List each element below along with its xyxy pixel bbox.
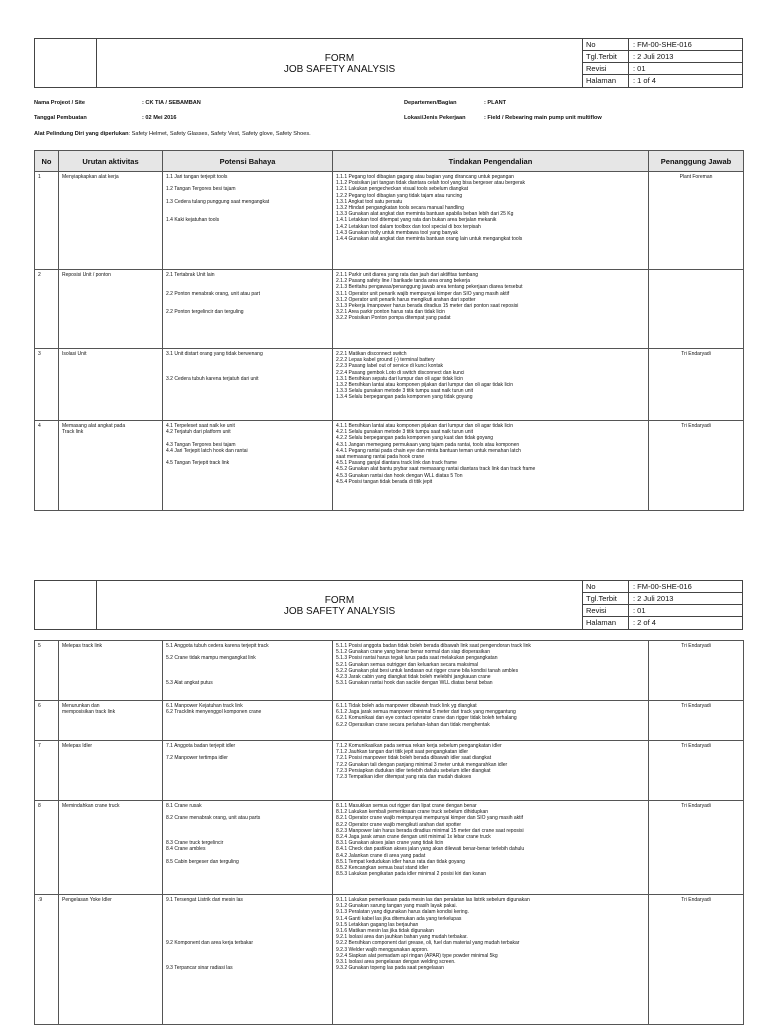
cell-no: 2 (35, 270, 59, 349)
form-title: FORM (324, 53, 355, 64)
cell-line: 3.1.2 Operator unit penarik harus mengikuti arahan dari spotter (336, 296, 476, 303)
cell-line: Memindahkan crane truck (62, 803, 120, 809)
cell-line: 9.2.1 Isolasi area dan jauhkan bahan yang mudah terbakar. (336, 934, 468, 941)
cell-line: 8.3 Crane truck tergelincir (166, 840, 224, 847)
table-row (35, 349, 744, 421)
cell-line: 1.4.4 Gunakan alat angkat dan meminta bantuan orang lain untuk mengangkat tools (336, 236, 523, 243)
cell-line: 3.1.3 Pekerja /manpower harus berada diradius 15 meter dari ponton saat reposisi (336, 303, 519, 310)
cell-line: 4.3 Tangan Tergores besi tajam (166, 441, 236, 448)
cell-no: 3 (35, 349, 59, 421)
cell-activity (59, 741, 163, 801)
form-header-page2 (34, 580, 743, 630)
cell-line: 8.4.2 Jalankan crane di area yang padat (336, 852, 426, 859)
location-value: : Field / Rebearing main pump unit multiflow (484, 115, 602, 121)
cell-line: 9.1 Tersengat Listrik dari mesin las (166, 897, 243, 903)
cell-line: 9.2 Komponent dan area kerja terbakar (166, 940, 253, 947)
header-pic: Penanggung Jawab (649, 151, 744, 172)
cell-line: 4.4.1 Pegang rantai pada chain eye dan minta bantuan teman untuk menahan latch (336, 447, 521, 454)
cell-line: Isolasi Unit (62, 351, 87, 357)
cell-line: 4.5 Tangan Terjepit track link (166, 460, 230, 467)
meta-value: : 01 (633, 63, 646, 73)
cell-line: Menurunkan dan (62, 703, 100, 709)
cell-line: Melepas Idler (62, 743, 93, 749)
cell-line: 1.1.2 Posisikan jari tangan tidak diantara celah tool yang bisa bergeser atau bergerak (336, 180, 526, 187)
project-value: : CK TIA / SEBAMBAN (142, 100, 201, 106)
cell-line: 9.1.4 Ganti kabel las jika ditemukan ada yang terkelupas (336, 915, 462, 922)
cell-line: 5.1.3 Posisi rantai harus tegak lurus pada saat melakukan pengangkatan (336, 655, 498, 662)
cell-line: 7.2.2 Gunakan tali dengan panjang minimal 3 meter untuk mengarahkan idler (336, 761, 508, 768)
cell-activity (59, 172, 163, 270)
cell-line: 8.5.3 Lakukan pengikatan pada idler minimal 2 posisi kiri dan kanan (336, 871, 487, 878)
cell-line: 4.5.2 Gunakan alat bantu prybar saat memasang rantai diantara track link dan track frame (336, 466, 536, 473)
cell-line: 4.5.3 Gunakan rantai dan hook dengan WLL diatas 5 Ton (336, 472, 463, 479)
cell-hazards (163, 741, 333, 801)
cell-pic: Tri Endaryadi (649, 421, 744, 511)
cell-hazards (163, 270, 333, 349)
cell-pic: Tri Endaryadi (649, 701, 744, 741)
table-row (35, 270, 744, 349)
cell-pic: Tri Endaryadi (649, 741, 744, 801)
cell-line: 7.1.2 Komunikasikan pada semua rekan kerja sebelum pengangkatan idler (336, 743, 502, 749)
cell-activity (59, 641, 163, 701)
cell-line: 4.3.1 Jangan memegang permukaan yang tajam pada rantai, tools atau komponen (336, 441, 520, 448)
cell-hazards (163, 641, 333, 701)
cell-line: 4.5.1 Pasang ganjal diantara track link dan track frame (336, 460, 457, 467)
cell-line: 6.2.1 Komunikasi dan eye contact operator crane dan rigger tidak boleh terhalang (336, 715, 517, 722)
ppe-value: : Safety Helmet, Safety Glasses, Safety Vest, Safety glove, Safety Shoes. (128, 131, 311, 137)
cell-line: 4.1 Terpeleset saat naik ke unit (166, 423, 235, 429)
cell-line: 5.3.1 Gunakan rantai hook dan sackle dengan WLL diatas berat beban (336, 680, 493, 687)
meta-key: Halaman (583, 75, 629, 87)
cell-no: 7 (35, 741, 59, 801)
cell-line: 1.1 Jari tangan terjepit tools (166, 174, 228, 180)
cell-line: 9.1.1 Lakukan pemeriksaan pada mesin las dan peralatan las listrik sebelum digunakan (336, 897, 530, 903)
cell-line: 7.2.1 Posisi manpower tidak boleh berada dibawah idler saat diangkat (336, 755, 492, 762)
cell-line: 9.1.2 Gunakan sarung tangan yang masih layak pakai. (336, 903, 457, 910)
header-no: No (35, 151, 59, 172)
cell-hazards (163, 172, 333, 270)
cell-line: 3.1.1 Operator unit penarik wajib mempunyai kimper dan SIO yang masih aktif (336, 290, 510, 297)
cell-line: 7.2.3 Persiapkan dudukan idler terlebih dahulu sebelum idler diangkat (336, 767, 491, 774)
cell-line: 1.3 Cedera tulang punggung saat mengangkat (166, 198, 270, 205)
cell-line: 5.2.1 Gunakan semua outrigger dan keluarkan secara maksimal (336, 661, 479, 668)
cell-line: 1.3.3 Selalu gunakan metode 3 titik tumpu saat naik turun unit (336, 388, 474, 395)
jsa-table-page1 (34, 150, 744, 511)
cell-controls (333, 701, 649, 741)
cell-hazards (163, 421, 333, 511)
cell-line: Melepas track link (62, 643, 103, 649)
cell-line: 9.1.3 Peralatan yang digunakan harus dalam kondisi kering. (336, 909, 469, 916)
date-value: : 02 Mei 2016 (142, 115, 177, 121)
cell-line: 9.3.2 Gunakan topeng las pada saat pengelasan (336, 965, 444, 972)
ppe-label: Alat Pelindung Diri yang diperlukan (34, 131, 129, 137)
cell-line: Memasang alat angkat pada (62, 423, 126, 429)
cell-line: 8.2.2 Operator crane wajib mengikuti arahan dari spotter (336, 821, 462, 828)
cell-line: 7.1 Anggota badan terjepit idler (166, 743, 236, 749)
header-control: Tindakan Pengendalian (333, 151, 649, 172)
table-row (35, 741, 744, 801)
cell-line: 3.2 Cedera tubuh karena terjatuh dari unit (166, 375, 259, 382)
form-meta (582, 39, 742, 87)
cell-activity (59, 349, 163, 421)
form-subtitle: JOB SAFETY ANALYSIS (283, 64, 396, 75)
cell-activity (59, 801, 163, 895)
table-row (35, 701, 744, 741)
cell-line: 6.2 Tracklink menyenggol komponen crane (166, 709, 262, 716)
meta-key: Revisi (583, 605, 629, 616)
cell-line: Reposisi Unit / ponton (62, 272, 111, 278)
cell-line: Track link (62, 429, 84, 436)
cell-controls (333, 421, 649, 511)
project-label: Nama Projeot / Site (34, 100, 85, 106)
cell-line: 4.2.3 Jarak cabin yang diangkat tidak boleh melebihi jangkauan crane (336, 674, 491, 681)
date-label: Tanggal Pembuatan (34, 115, 87, 121)
meta-key: No (583, 39, 629, 50)
cell-line: Menyiapkapkan alat kerja (62, 174, 119, 180)
cell-line: 4.2 Terjatuh dari platform unit (166, 429, 231, 436)
form-title-block (97, 39, 582, 87)
cell-line: Pengelasan Yoke Idler (62, 897, 112, 903)
cell-controls (333, 641, 649, 701)
cell-line: 8.5.2 Kencangkan semua baut stand idler (336, 865, 429, 872)
cell-line: 8.5.1 Tempat kedudukan idler harus rata dan tidak goyang (336, 858, 465, 865)
cell-line: 8.1.1 Masukkan semua out rigger dan lipat crane dengan benar (336, 803, 477, 809)
cell-line: 3.2.2 Posisikan Ponton pompa ditempat yang padat (336, 315, 451, 322)
cell-line: 6.1.1 Tidak boleh ada manpower dibawah track link yg diangkat (336, 703, 477, 709)
cell-line: 2.1.2 Pasang safety line / barikade tanda area orang bekerja (336, 278, 470, 285)
cell-no: 6 (35, 701, 59, 741)
cell-controls (333, 741, 649, 801)
cell-line: 8.4.1 Check dan pastikan akses jalan yang akan dilewati benar-benar terlebih dahulu (336, 846, 525, 853)
cell-line: 3.1 Unit distart orang yang tidak berwenang (166, 351, 263, 357)
form-title-block (97, 581, 582, 629)
cell-line: 5.3 Alat angkat putus (166, 680, 213, 687)
cell-line: 9.3.1 Isolasi area pengelasan dengan welding screen. (336, 959, 456, 966)
cell-line: 2.2.3 Pasang label out of service di kunci kontak (336, 363, 444, 370)
cell-line: 6.2.2 Operasikan crane secara perlahan-lahan dan tidak menghentak (336, 721, 490, 728)
cell-line: 1.3.4 Selalu berpegangan pada komponen yang tidak goyang (336, 394, 473, 401)
location-label: Lokasi/Jenis Pekerjaan (404, 115, 466, 121)
form-meta (582, 581, 742, 629)
meta-key: Tgl.Terbit (583, 51, 629, 62)
cell-pic: Tri Endaryadi (649, 349, 744, 421)
company-logo (35, 581, 97, 629)
cell-activity (59, 270, 163, 349)
cell-line: 4.5.4 Posisi tangan tidak berada di titik jepit (336, 478, 433, 485)
cell-line: saat memasang rantai pada hook crane (336, 454, 425, 461)
cell-line: 9.2.3 Welder wajib menggunakan appron. (336, 946, 429, 953)
ppe-line (34, 131, 311, 137)
cell-line: 5.1.1 Posisi anggota badan tidak boleh berada dibawah link saat pengendoran track link (336, 643, 531, 649)
page-number: : 2 of 4 (633, 618, 656, 628)
table-row (35, 172, 744, 270)
cell-activity (59, 421, 163, 511)
cell-pic: Tri Endaryadi (649, 641, 744, 701)
meta-key: Revisi (583, 63, 629, 74)
cell-line: 2.1.1 Parkir unit diarea yang rata dan jauh dari aktifitas tambang (336, 272, 479, 278)
cell-line: 8.1.2 Lakukan kembali pemeriksaan crane truck sebelum dihidupkan (336, 809, 489, 816)
cell-line: 7.2.3 Tempatkan idler ditempat yang rata dan mudah diakses (336, 774, 472, 781)
cell-controls (333, 895, 649, 1025)
cell-line: 1.3.2 Bersihkan lantai atau komponen pijakan dari lumpur dan oli agar tidak licin (336, 382, 514, 389)
cell-line: 1.3.3 Gunakan alat angkat dan meminta bantuan apabila beban lebih dari 25 Kg (336, 211, 514, 218)
cell-line: 1.4 Kaki kejatuhan tools (166, 217, 220, 224)
meta-value: : 01 (633, 605, 646, 615)
cell-controls (333, 801, 649, 895)
cell-line: 2.2 Ponton tergelincir dan terguling (166, 309, 244, 316)
cell-hazards (163, 701, 333, 741)
form-subtitle: JOB SAFETY ANALYSIS (283, 606, 396, 617)
cell-line: 9.2.4 Siapkan alat pemadam api ringan (APAR) type powder minimal 5kg (336, 952, 498, 959)
cell-no: .9 (35, 895, 59, 1025)
cell-controls (333, 270, 649, 349)
cell-controls (333, 172, 649, 270)
cell-line: 5.2 Crane tidak mampu mengangkat link (166, 655, 256, 662)
cell-hazards (163, 349, 333, 421)
cell-line: 7.2 Manpower tertimpa idler (166, 755, 228, 762)
cell-line: 9.2.2 Bersihkan component dari grease, oli, fuel dan material yang mudah terbakar (336, 940, 520, 947)
cell-line: 1.2 Tangan Tergores besi tajam (166, 186, 236, 193)
cell-line: 1.3.1 Bersihkan sepatu dari lumpur dan oli agar tidak licin (336, 375, 464, 382)
cell-controls (333, 349, 649, 421)
cell-line: 5.1.2 Gunakan crane yang benar benar normal dan siap dioperasikan (336, 649, 490, 656)
cell-line: 8.2.3 Manpower lain harus berada diradius minimal 15 meter dari crane saat reposisi (336, 827, 524, 834)
cell-line: 2.1 Tertabrak Unit lain (166, 272, 215, 278)
meta-value: : 2 Juli 2013 (633, 593, 674, 603)
cell-pic: Plant Foreman (649, 172, 744, 270)
cell-activity (59, 895, 163, 1025)
cell-line: 7.1.2 Jauhkan tangan dari titik jepit saat pengangkatan idler (336, 749, 469, 756)
cell-line: 1.3.2 Hindari pengangkatan tools secara manual handling (336, 205, 464, 212)
cell-line: 1.4.1 Letakkan tool ditempat yang rata dan bukan area berjalan mekanik (336, 217, 497, 224)
cell-line: 5.1 Anggota tubuh cedera karena terjepit track (166, 643, 269, 649)
cell-line: 1.2.1 Lakukan pengecheckan visual tools sebelum diangkat (336, 186, 469, 193)
cell-line: 8.3.1 Gunakan akses jalan crane yang tidak licin (336, 840, 444, 847)
form-title: FORM (324, 595, 355, 606)
cell-line: 9.3 Terpancar sinar radiasi las (166, 965, 233, 972)
cell-line: 8.2.1 Operator crane wajib mempunyai mempunyai kimper dan SIO yang masih aktif (336, 815, 524, 822)
cell-line: 5.2.2 Gunakan plat besi untuk landasan out rigger crane bila kondisi tanah ambles (336, 667, 519, 674)
cell-line: 6.1 Manpower Kejatuhan track link (166, 703, 243, 709)
table-row (35, 421, 744, 511)
meta-value: : FM-00-SHE-016 (633, 581, 692, 591)
cell-line: 4.2.2 Selalu berpegangan pada komponen yang kuat dan tidak goyang (336, 435, 494, 442)
cell-hazards (163, 801, 333, 895)
dept-label: Departemen/Bagian (404, 100, 457, 106)
cell-line: 2.2.1 Matikan disconnect switch (336, 351, 407, 357)
cell-line: 8.2 Crane menabrak orang, unit atau parts (166, 815, 261, 822)
cell-line: 1.4.3 Gunakan trolly untuk membawa tool yang banyak (336, 229, 459, 236)
cell-activity (59, 701, 163, 741)
cell-line: 1.4.2 Letakkan tool dalam toolbox dan tool special di box terpisah (336, 223, 481, 230)
cell-pic: Tri Endaryadi (649, 895, 744, 1025)
cell-line: 8.1 Crane rusak (166, 803, 202, 809)
cell-line: 1.1.1 Pegang tool dibagian gagang atau bagian yang dirancang untuk pegangan (336, 174, 514, 180)
header-hazard: Potensi Bahaya (163, 151, 333, 172)
cell-line: 4.2.1 Selalu gunakan metode 3 titik tumpu saat naik turun unit (336, 429, 474, 436)
form-header-page1 (34, 38, 743, 88)
cell-line: 1.2.2 Pegang tool dibagian yang tidak tajam atau runcing (336, 192, 463, 199)
meta-key: Halaman (583, 617, 629, 629)
meta-value: : 2 Juli 2013 (633, 51, 674, 61)
cell-no: 5 (35, 641, 59, 701)
cell-line: 8.2.4 Jaga jarak aman crane dengan unit minimal 1x lebar crane truck (336, 834, 491, 841)
cell-line: 8.4 Crane ambles (166, 846, 206, 853)
dept-value: : PLANT (484, 100, 507, 106)
cell-line: 4.1.1 Bersihkan lantai atau komponen pijakan dari lumpur dan oli agar tidak licin (336, 423, 514, 429)
cell-pic (649, 270, 744, 349)
cell-pic: Tri Endaryadi (649, 801, 744, 895)
cell-line: 2.2 Ponton menabrak orang, unit atau part (166, 290, 260, 297)
cell-line: 9.1.6 Matikan mesin las jika tidak digunakan (336, 928, 434, 935)
meta-key: Tgl.Terbit (583, 593, 629, 604)
cell-hazards (163, 895, 333, 1025)
meta-value: : FM-00-SHE-016 (633, 39, 692, 49)
cell-no: 4 (35, 421, 59, 511)
cell-line: 6.1.2 Jaga jarak semua manpower minimal 5 meter dari track yang menggantung (336, 709, 516, 716)
table-row (35, 801, 744, 895)
table-row (35, 895, 744, 1025)
jsa-table-page2 (34, 640, 744, 1025)
table-header-row (35, 151, 744, 172)
cell-line: 9.1.5 Letakkan gagang las berjauhan (336, 921, 419, 928)
cell-no: 8 (35, 801, 59, 895)
cell-line: 2.2.2 Lepas kabel ground (-) terminal battery (336, 357, 435, 364)
cell-no: 1 (35, 172, 59, 270)
cell-line: 3.2.1 Area parkir ponton harus rata dan tidak licin (336, 309, 445, 316)
header-activity: Urutan aktivitas (59, 151, 163, 172)
table-row (35, 641, 744, 701)
cell-line: 8.5 Cabin bergeser dan terguling (166, 858, 239, 865)
cell-line: 2.2.4 Pasang gembok Loto di switch disconnect dan kunci (336, 369, 465, 376)
cell-line: 2.1.3 Beritahu pengawas/penanggung jawab area tentang pekerjaan diarea tersebut (336, 284, 523, 291)
meta-key: No (583, 581, 629, 592)
cell-line: 4.4 Jari Terjepit latch hook dan rantai (166, 447, 248, 454)
company-logo (35, 39, 97, 87)
page-number: : 1 of 4 (633, 76, 656, 86)
cell-line: 1.3.1 Angkat tool satu persatu (336, 198, 403, 205)
cell-line: memposisikan track link (62, 709, 116, 716)
